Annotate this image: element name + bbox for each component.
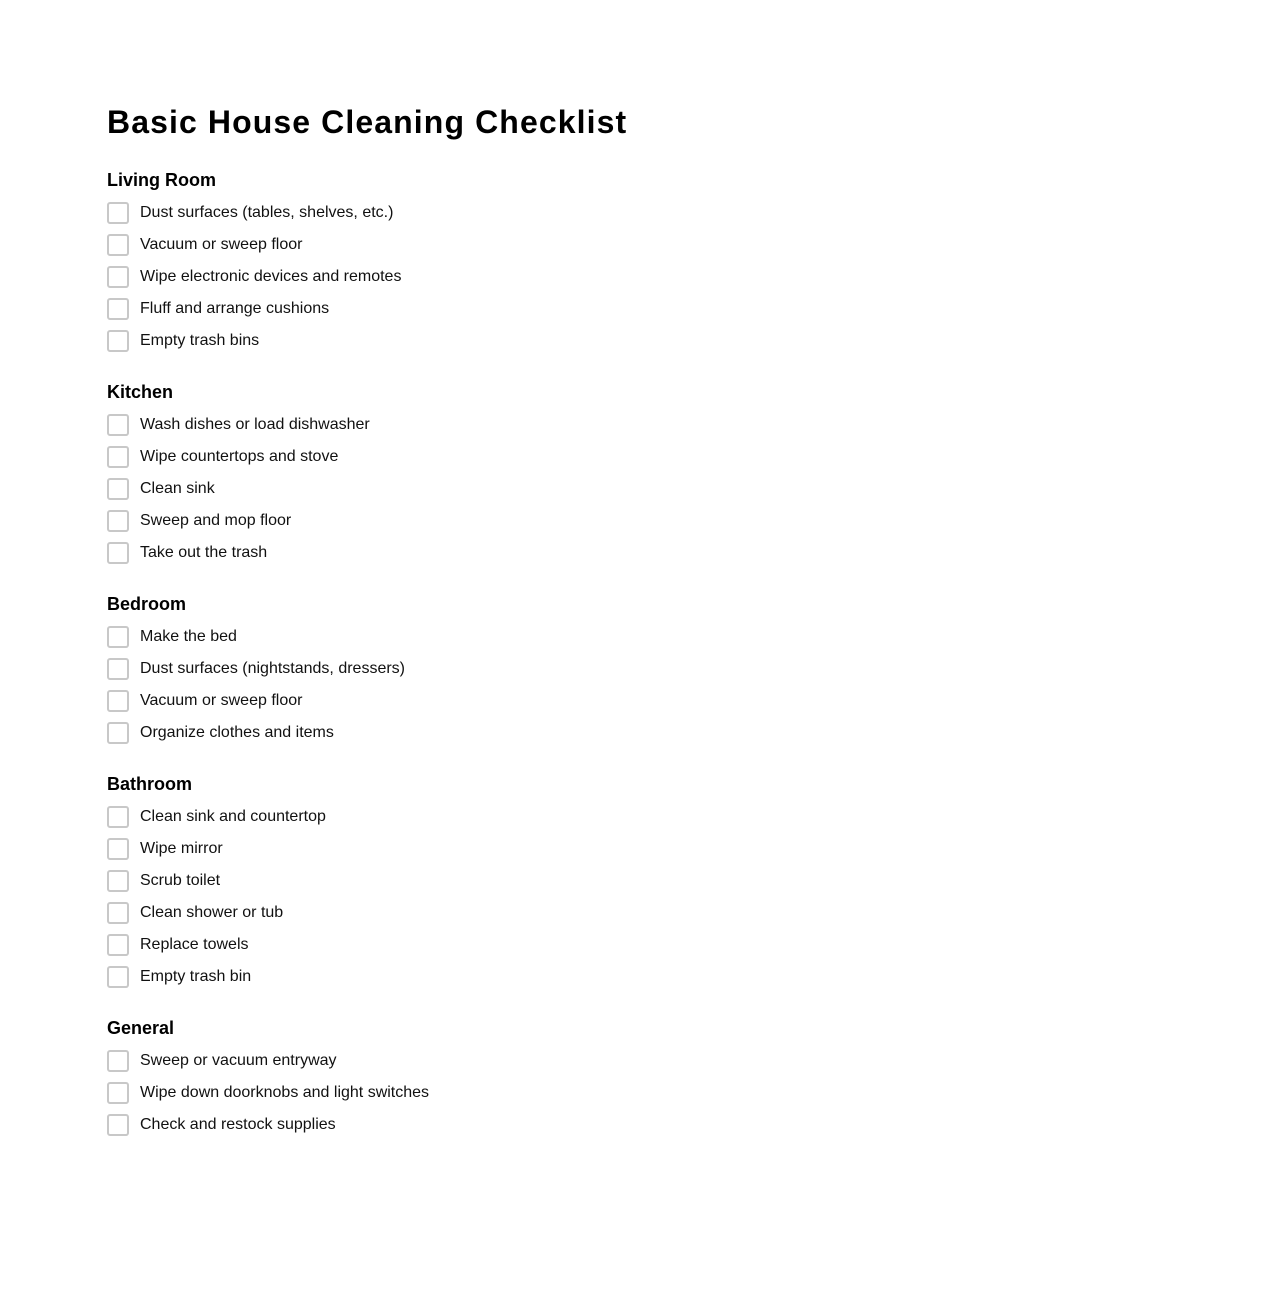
checklist-item[interactable] <box>107 537 627 569</box>
checkbox[interactable] <box>107 806 129 828</box>
checklist-item[interactable] <box>107 505 627 537</box>
checklist-item[interactable] <box>107 1045 627 1077</box>
checklist-item[interactable] <box>107 653 627 685</box>
item-label: Wipe down doorknobs and light switches <box>140 1084 430 1101</box>
page-title: Basic House Cleaning Checklist <box>107 104 628 140</box>
checklist-item[interactable] <box>107 621 627 653</box>
checklist-item[interactable] <box>107 961 627 993</box>
checklist-item[interactable] <box>107 261 627 293</box>
checklist-item[interactable] <box>107 293 627 325</box>
item-label: Organize clothes and items <box>140 724 334 741</box>
item-label: Fluff and arrange cushions <box>140 300 330 317</box>
checklist-item[interactable] <box>107 717 627 749</box>
checklist <box>107 621 627 749</box>
checklist-item[interactable] <box>107 897 627 929</box>
checklist-item[interactable] <box>107 685 627 717</box>
checklist-item[interactable] <box>107 197 627 229</box>
checklist-item[interactable] <box>107 929 627 961</box>
item-label: Wash dishes or load dishwasher <box>140 416 370 433</box>
checkbox[interactable] <box>107 626 129 648</box>
item-label: Vacuum or sweep floor <box>140 692 303 709</box>
checkbox[interactable] <box>107 1082 129 1104</box>
section-heading: Bathroom <box>107 774 192 794</box>
section-heading: General <box>107 1018 175 1038</box>
checkbox[interactable] <box>107 690 129 712</box>
section-bathroom <box>107 773 627 993</box>
item-label: Vacuum or sweep floor <box>140 236 303 253</box>
item-label: Clean sink <box>140 480 215 497</box>
checkbox[interactable] <box>107 542 129 564</box>
checkbox[interactable] <box>107 202 129 224</box>
checklist <box>107 409 627 569</box>
item-label: Dust surfaces (nightstands, dressers) <box>140 660 405 677</box>
checkbox[interactable] <box>107 510 129 532</box>
item-label: Clean shower or tub <box>140 904 284 921</box>
checklist <box>107 801 627 993</box>
section-kitchen <box>107 381 627 569</box>
section-living-room <box>107 169 627 357</box>
checkbox[interactable] <box>107 1114 129 1136</box>
checkbox[interactable] <box>107 1050 129 1072</box>
item-label: Sweep or vacuum entryway <box>140 1052 337 1069</box>
checklist-item[interactable] <box>107 473 627 505</box>
checklist <box>107 197 627 357</box>
item-label: Scrub toilet <box>140 872 221 889</box>
section-heading: Bedroom <box>107 594 187 614</box>
checkbox[interactable] <box>107 870 129 892</box>
section-heading: Kitchen <box>107 382 174 402</box>
checklist-item[interactable] <box>107 833 627 865</box>
section-bedroom <box>107 593 627 749</box>
checkbox[interactable] <box>107 934 129 956</box>
section-general <box>107 1017 627 1141</box>
checklist-page <box>107 102 627 1141</box>
checkbox[interactable] <box>107 658 129 680</box>
item-label: Dust surfaces (tables, shelves, etc.) <box>140 204 394 221</box>
item-label: Sweep and mop floor <box>140 512 292 529</box>
checkbox[interactable] <box>107 722 129 744</box>
item-label: Wipe electronic devices and remotes <box>140 268 402 285</box>
checkbox[interactable] <box>107 446 129 468</box>
section-heading: Living Room <box>107 170 216 190</box>
checkbox[interactable] <box>107 838 129 860</box>
checklist-item[interactable] <box>107 865 627 897</box>
item-label: Clean sink and countertop <box>140 808 326 825</box>
item-label: Wipe countertops and stove <box>140 448 339 465</box>
checkbox[interactable] <box>107 902 129 924</box>
checkbox[interactable] <box>107 414 129 436</box>
checklist <box>107 1045 627 1141</box>
item-label: Wipe mirror <box>140 840 223 857</box>
item-label: Take out the trash <box>140 544 268 561</box>
item-label: Empty trash bin <box>140 968 252 985</box>
checkbox[interactable] <box>107 266 129 288</box>
checklist-item[interactable] <box>107 409 627 441</box>
item-label: Empty trash bins <box>140 332 260 349</box>
checklist-item[interactable] <box>107 1077 627 1109</box>
checklist-item[interactable] <box>107 1109 627 1141</box>
item-label: Make the bed <box>140 628 237 645</box>
checkbox[interactable] <box>107 478 129 500</box>
item-label: Replace towels <box>140 936 249 953</box>
checklist-item[interactable] <box>107 229 627 261</box>
checkbox[interactable] <box>107 966 129 988</box>
checkbox[interactable] <box>107 298 129 320</box>
checklist-item[interactable] <box>107 441 627 473</box>
checklist-item[interactable] <box>107 801 627 833</box>
checklist-item[interactable] <box>107 325 627 357</box>
checkbox[interactable] <box>107 330 129 352</box>
checkbox[interactable] <box>107 234 129 256</box>
item-label: Check and restock supplies <box>140 1116 336 1133</box>
